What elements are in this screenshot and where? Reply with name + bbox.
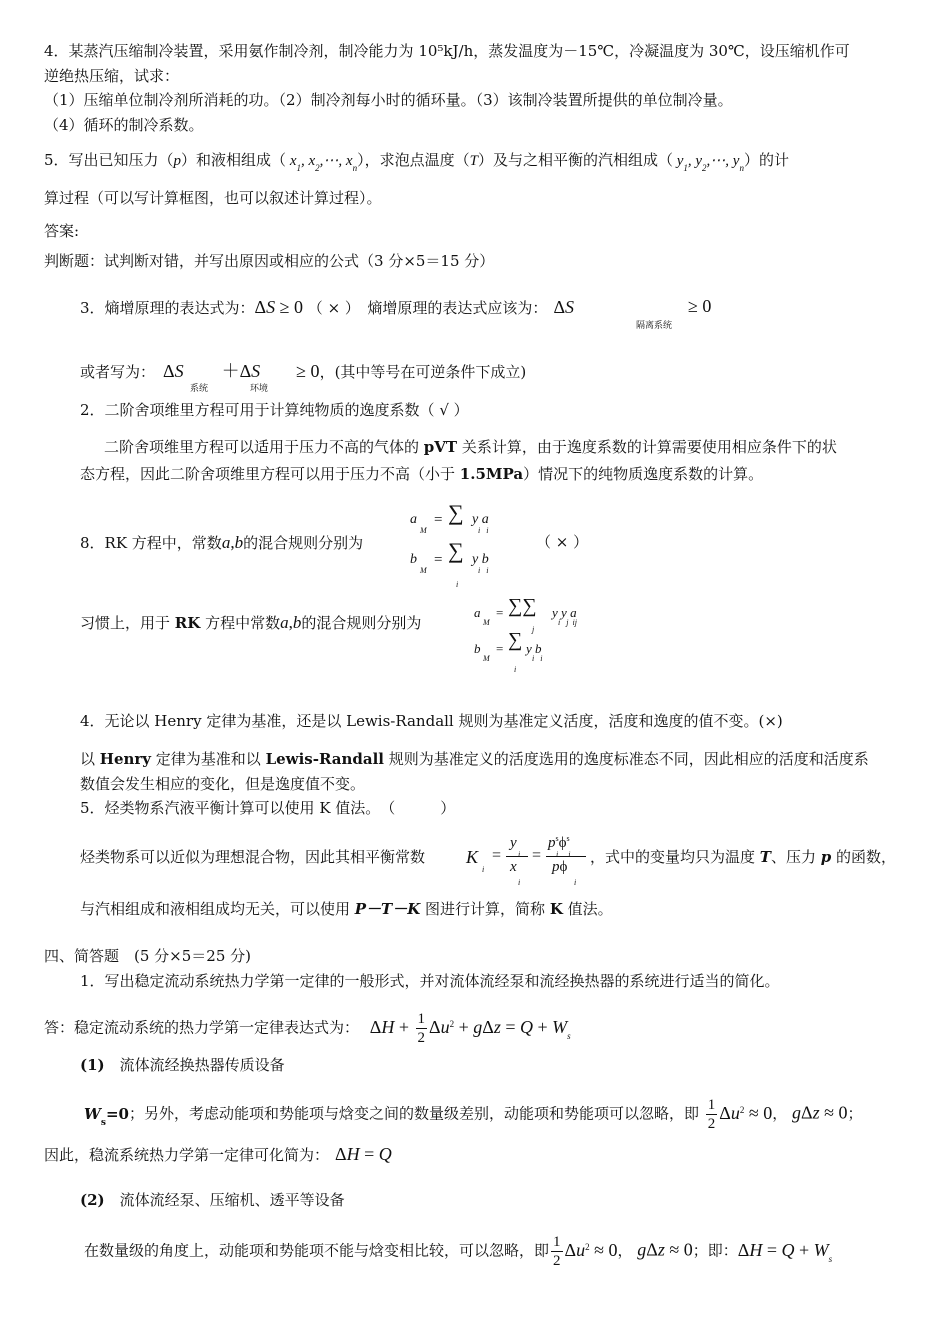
judge8-mark: （ × ） xyxy=(536,533,589,551)
section4-ws0-line: $W_s=0$；另外，考虑动能项和势能项与焓变之间的数量级差别，动能项和势能项可以忽略，即 $\frac{1}{2}$ $\Delta u^2 \approx 0$， gΔz ≈ 0； xyxy=(84,1097,863,1132)
section4-q1: 1．写出稳定流动系统热力学第一定律的一般形式，并对流体流经泵和流经换热器的系统进行适当的简化。 xyxy=(80,972,780,990)
section4-p1: (1) 流体流经换热器传质设备 xyxy=(80,1056,285,1074)
q5-line2: 算过程（可以写计算框图，也可以叙述计算过程）。 xyxy=(44,189,382,207)
judge5-exp1-tail: ，式中的变量均只为温度 T、压力 p 的函数， xyxy=(590,848,897,866)
q5-line1: 5．写出已知压力（p）和液相组成（ $x_1$, $x_2,\cdots$, $x_n$），求泡点温度（T）及与之相平衡的汽相组成（ $y_1$, $y_2,\cdots$, $y_n$）的计 xyxy=(44,151,789,173)
section4-p2: (2) 流体流经泵、压缩机、透平等设备 xyxy=(80,1191,345,1209)
judge3-sub-isolated: 隔离系统 xyxy=(636,321,673,331)
judge4-exp2: 数值会发生相应的变化，但是逸度值不变。 xyxy=(80,775,366,793)
judge5-statement: 5．烃类物系汽液平衡计算可以使用 K 值法。 （ ） xyxy=(80,799,456,817)
judge5-exp1: 烃类物系可以近似为理想混合物，因此其相平衡常数 xyxy=(80,848,426,866)
section4-answer: 答：稳定流动系统的热力学第一定律表达式为： ΔH + $\frac{1}{2}$ $\Delta u^2 + g\Delta z = Q + W_s$ xyxy=(44,1011,571,1046)
judge3-or-line: 或者写为： ΔS ＋ΔS ≥ 0，(其中等号在可逆条件下成立) xyxy=(80,361,527,381)
judge-heading: 判断题：试判断对错，并写出原因或相应的公式（3 分×5＝15 分） xyxy=(44,252,495,270)
q4-line3: （1）压缩单位制冷剂所消耗的功。（2）制冷剂每小时的循环量。（3）该制冷装置所提供的单位制冷量。 xyxy=(44,91,733,109)
section4-last: 在数量级的角度上，动能项和势能项不能与焓变相比较，可以忽略，即 $\frac{1}{2}$ $\Delta u^2 \approx 0$， gΔz ≈ 0；即：$\Delta H = Q + W_s$ xyxy=(84,1234,833,1269)
judge3-sub-env: 环境 xyxy=(250,384,269,394)
judge3-line: 3．熵增原理的表达式为：ΔS ≥ 0 （ × ） 熵增原理的表达式应该为： ΔS xyxy=(80,297,575,317)
q4-line1: 4．某蒸汽压缩制冷装置，采用氨作制冷剂，制冷能力为 10⁵kJ/h，蒸发温度为－15℃，冷凝温度为 30℃，设压缩机作可 xyxy=(44,42,850,60)
judge2-statement: 2．二阶舍项维里方程可用于计算纯物质的逸度系数（ √ ） xyxy=(80,401,469,419)
judge3-sub-system: 系统 xyxy=(190,384,209,394)
judge8-correction: 习惯上，用于 RK 方程中常数a,b的混合规则分别为 xyxy=(80,613,422,632)
judge4-statement: 4．无论以 Henry 定律为基准，还是以 Lewis-Randall 规则为基准定义活度，活度和逸度的值不变。(×) xyxy=(80,712,783,730)
judge2-exp2: 态方程，因此二阶舍项维里方程可以用于压力不高（小于 1.5MPa）情况下的纯物质逸度系数的计算。 xyxy=(80,465,764,483)
answer-label: 答案: xyxy=(44,222,80,240)
judge3-geq: ≥ 0 xyxy=(688,296,712,316)
q4-line2: 逆绝热压缩，试求： xyxy=(44,67,180,85)
document-page: 4．某蒸汽压缩制冷装置，采用氨作制冷剂，制冷能力为 10⁵kJ/h，蒸发温度为－15℃，冷凝温度为 30℃，设压缩机作可 逆绝热压缩，试求： （1）压缩单位制冷剂所消耗的功。（2）制冷剂每小时的循环量。（3）该制冷装置所提供的单位制冷量。 （4）循环的制冷系数。 5．写出已知压力（p）和液相组成（ $x_1$, $x_2,\cdots$, $x_n$），求泡点温度（T）及与之相平衡的汽相组成（ $y_1$, $y_2,\cdots$, $y_n$）的计 算过程（可以写计算框图，也可以叙述计算过程）。 答案: 判断题：试判断对错，并写出原因或相应的公式（3 分×5＝15 分） 3．熵增原理的表达式为：ΔS ≥ 0 （ × ） 熵增原理的表达式应该为： ΔS 隔离系统 ≥ 0 或者写为： ΔS ＋ΔS ≥ 0，(其中等号在可逆条件下成立) 系统 环境 2．二阶舍项维里方程可用于计算纯物质的逸度系数（ √ ） 二阶舍项维里方程可以适用于压力不高的气体的 pVT 关系计算，由于逸度系数的计算需要使用相应条件下的状 态方程，因此二阶舍项维里方程可以用于压力不高（小于 1.5MPa）情况下的纯物质逸度系数的计算。 8．RK 方程中，常数a,b的混合规则分别为 a M = ∑ y a i i b M = ∑ y b i i i （ × ） 习惯上，用于 RK 方程中常数a,b的混合规则分别为 a M = ∑∑ y y a i j ij j b M = ∑ y b i i i 4．无论以 Henry 定律为基准，还是以 Lewis-Randall 规则为基准定义活度，活度和逸度的值不变。(×) 以 Henry 定律为基准和以 Lewis-Randall 规则为基准定义的活度选用的逸度标准态不同，因此相应的活度和活度系 数值会发生相应的变化，但是逸度值不变。 5．烃类物系汽液平衡计算可以使用 K 值法。 （ ） 烃类物系可以近似为理想混合物，因此其相平衡常数 K i = y i x i = $p^s\phi^s$ i i pϕ i ，式中的变量均只为温度 T、压力 p 的函数， 与汽相组成和液相组成均无关，可以使用 P－T－K 图进行计算，简称 K 值法。 四、简答题 (5 分×5＝25 分) 1．写出稳定流动系统热力学第一定律的一般形式，并对流体流经泵和流经换热器的系统进行适当的简化。 答：稳定流动系统的热力学第一定律表达式为： ΔH + $\frac{1}{2}$ $\Delta u^2 + g\Delta z = Q + W_s$ (1) 流体流经换热器传质设备 $W_s=0$；另外，考虑动能项和势能项与焓变之间的数量级差别，动能项和势能项可以忽略，即 $\frac{1}{2}$ $\Delta u^2 \approx 0$， gΔz ≈ 0； 因此，稳流系统热力学第一定律可化简为： ΔH = Q (2) 流体流经泵、压缩机、透平等设备 在数量级的角度上，动能项和势能项不能与焓变相比较，可以忽略，即 $\frac{1}{2}$ $\Delta u^2 \approx 0$， gΔz ≈ 0；即：$\Delta H = Q + W_s$ xyxy=(44,42,897,1269)
section4-thus: 因此，稳流系统热力学第一定律可化简为： ΔH = Q xyxy=(44,1144,392,1164)
section4-heading: 四、简答题 (5 分×5＝25 分) xyxy=(44,947,251,965)
q4-line4: （4）循环的制冷系数。 xyxy=(44,116,204,134)
judge2-exp1: 二阶舍项维里方程可以适用于压力不高的气体的 pVT 关系计算，由于逸度系数的计算需要使用相应条件下的状 xyxy=(104,438,837,456)
judge4-exp1: 以 Henry 定律为基准和以 Lewis-Randall 规则为基准定义的活度选用的逸度标准态不同，因此相应的活度和活度系 xyxy=(80,750,869,768)
judge5-exp2: 与汽相组成和液相组成均无关，可以使用 P－T－K 图进行计算，简称 K 值法。 xyxy=(80,900,613,918)
judge8-line: 8．RK 方程中，常数a,b的混合规则分别为 xyxy=(80,533,364,552)
